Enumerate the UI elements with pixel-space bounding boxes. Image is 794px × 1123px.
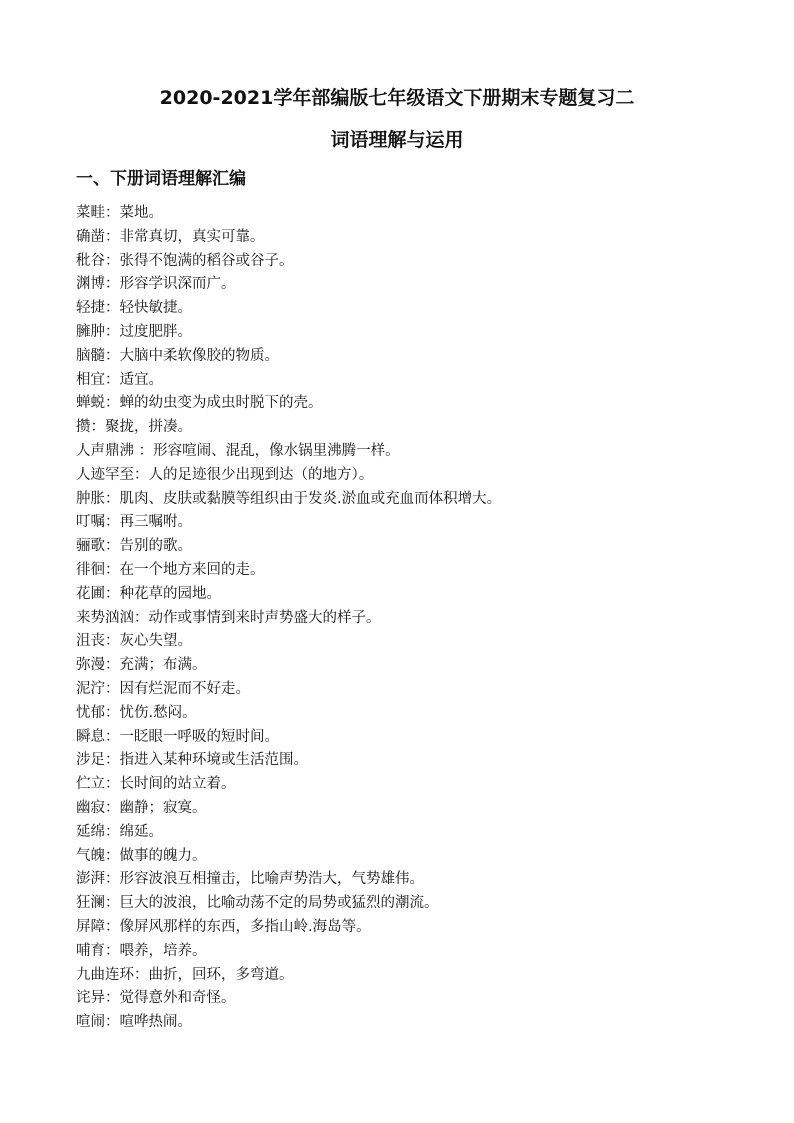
vocabulary-entry: 幽寂：幽静；寂寞。	[76, 799, 207, 816]
section-heading: 一、下册词语理解汇编	[76, 169, 246, 189]
document-title: 2020-2021学年部编版七年级语文下册期末专题复习二	[159, 87, 635, 109]
vocabulary-entry: 渊博：形容学识深而广。	[76, 276, 236, 293]
vocabulary-entry: 人迹罕至：人的足迹很少出现到达（的地方）。	[76, 466, 374, 483]
vocabulary-entry: 九曲连环：曲折，回环，多弯道。	[76, 966, 294, 983]
vocabulary-entry: 轻捷：轻快敏捷。	[76, 300, 192, 317]
vocabulary-entry: 来势汹汹：动作或事情到来时声势盛大的样子。	[76, 609, 381, 626]
vocabulary-entry: 臃肿：过度肥胖。	[76, 323, 192, 340]
vocabulary-entry: 确凿：非常真切，真实可靠。	[76, 228, 265, 245]
vocabulary-entry: 菜畦：菜地。	[76, 205, 163, 221]
vocabulary-entry: 骊歌：告别的歌。	[76, 538, 192, 555]
vocabulary-entry: 诧异：觉得意外和奇怪。	[76, 990, 236, 1007]
vocabulary-entry: 秕谷：张得不饱满的稻谷或谷子。	[76, 252, 294, 269]
vocabulary-entry: 澎湃：形容波浪互相撞击，比喻声势浩大，气势雄伟。	[76, 871, 424, 888]
vocabulary-entry: 弥漫：充满；布满。	[76, 657, 207, 674]
vocabulary-entry: 伫立：长时间的站立着。	[76, 776, 236, 793]
vocabulary-entry: 花圃：种花草的园地。	[76, 585, 221, 602]
vocabulary-entry: 喧闹：喧哗热闹。	[76, 1014, 192, 1031]
vocabulary-entry: 肿胀：肌肉、皮肤或黏膜等组织由于发炎.淤血或充血而体积增大。	[76, 490, 502, 507]
vocabulary-entry: 延绵：绵延。	[76, 823, 163, 840]
vocabulary-entry: 相宜：适宜。	[76, 371, 163, 388]
vocabulary-list	[76, 202, 501, 1035]
document-subtitle: 词语理解与运用	[330, 129, 464, 151]
vocabulary-entry: 泥泞：因有烂泥而不好走。	[76, 680, 250, 697]
vocabulary-entry: 气魄：做事的魄力。	[76, 847, 207, 864]
vocabulary-entry: 人声鼎沸 ：形容喧闹、混乱，像水锅里沸腾一样。	[76, 442, 400, 459]
vocabulary-entry: 屏障：像屏风那样的东西，多指山岭.海岛等。	[76, 918, 371, 935]
vocabulary-entry: 哺育：喂养，培养。	[76, 942, 207, 959]
vocabulary-entry: 叮嘱：再三嘱咐。	[76, 514, 192, 531]
vocabulary-entry: 瞬息：一眨眼一呼吸的短时间。	[76, 728, 279, 745]
vocabulary-entry: 徘徊：在一个地方来回的走。	[76, 561, 265, 578]
vocabulary-entry: 脑髓：大脑中柔软像胶的物质。	[76, 347, 279, 364]
vocabulary-entry: 狂澜：巨大的波浪，比喻动荡不定的局势或猛烈的潮流。	[76, 895, 439, 912]
vocabulary-entry: 忧郁：忧伤.愁闷。	[76, 704, 197, 721]
vocabulary-entry: 涉足：指进入某种环境或生活范围。	[76, 752, 308, 769]
vocabulary-entry: 蝉蜕：蝉的幼虫变为成虫时脱下的壳。	[76, 395, 323, 412]
vocabulary-entry: 沮丧：灰心失望。	[76, 633, 192, 650]
vocabulary-entry: 攒：聚拢，拼凑。	[76, 419, 192, 436]
